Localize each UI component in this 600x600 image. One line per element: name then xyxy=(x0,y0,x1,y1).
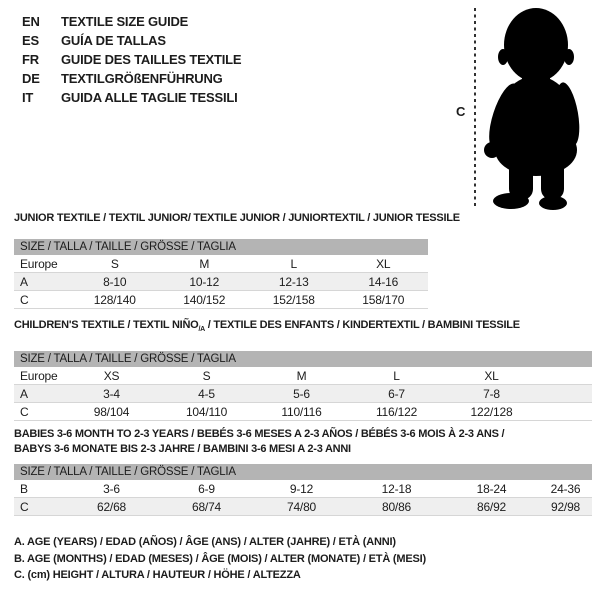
row-label: A xyxy=(14,385,64,403)
junior-title: JUNIOR TEXTILE / TEXTIL JUNIOR/ TEXTILE JUNIOR / JUNIORTEXTIL / JUNIOR TESSILE xyxy=(14,212,460,224)
lang-code-de: DE xyxy=(22,71,40,86)
lang-code-en: EN xyxy=(22,14,40,29)
row-label: B xyxy=(14,480,64,498)
cell: S xyxy=(159,367,254,385)
cell: 128/140 xyxy=(70,291,160,309)
cell: M xyxy=(254,367,349,385)
table-row xyxy=(14,480,592,498)
lang-label-es: GUÍA DE TALLAS xyxy=(61,33,166,48)
lang-label-de: TEXTILGRÖßENFÜHRUNG xyxy=(61,71,223,86)
junior-size-header: SIZE / TALLA / TAILLE / GRÖSSE / TAGLIA xyxy=(14,239,428,255)
legend-line-a: A. AGE (YEARS) / EDAD (AÑOS) / ÂGE (ANS) / ALTER (JAHRE) / ETÀ (ANNI) xyxy=(14,536,396,548)
cell: 18-24 xyxy=(444,480,539,498)
children-title-sub: /A xyxy=(198,326,205,334)
cell: 4-5 xyxy=(159,385,254,403)
row-label: A xyxy=(14,273,70,291)
cell: 158/170 xyxy=(339,291,429,309)
cell: 7-8 xyxy=(444,385,539,403)
cell: 3-6 xyxy=(64,480,159,498)
cell: 10-12 xyxy=(160,273,250,291)
table-row xyxy=(14,403,592,421)
children-section xyxy=(14,318,592,421)
height-c-label: C xyxy=(456,104,466,119)
language-list xyxy=(22,12,241,107)
children-size-table xyxy=(14,351,592,421)
cell: 8-10 xyxy=(70,273,160,291)
cell: 86/92 xyxy=(444,498,539,516)
cell: 24-36 xyxy=(539,480,592,498)
table-row xyxy=(14,385,592,403)
junior-section xyxy=(14,211,460,309)
table-row xyxy=(14,255,428,273)
children-size-header: SIZE / TALLA / TAILLE / GRÖSSE / TAGLIA xyxy=(14,351,592,367)
babies-section xyxy=(14,427,592,516)
spacer-cell xyxy=(539,367,592,385)
row-label: C xyxy=(14,291,70,309)
row-label: Europe xyxy=(14,255,70,273)
lang-label-fr: GUIDE DES TAILLES TEXTILE xyxy=(61,52,242,67)
children-title-post: / TEXTILE DES ENFANTS / KINDERTEXTIL / BAMBINI TESSILE xyxy=(204,319,520,331)
babies-size-table xyxy=(14,464,592,516)
lang-row-de xyxy=(22,69,241,88)
cell: L xyxy=(249,255,339,273)
cell: M xyxy=(160,255,250,273)
lang-row-en xyxy=(22,12,241,31)
table-row xyxy=(14,291,428,309)
lang-row-es xyxy=(22,31,241,50)
spacer-cell xyxy=(539,385,592,403)
cell: XL xyxy=(444,367,539,385)
legend-line-c: C. (cm) HEIGHT / ALTURA / HAUTEUR / HÖHE / ALTEZZA xyxy=(14,569,301,581)
junior-size-table xyxy=(14,239,428,309)
cell: 12-18 xyxy=(349,480,444,498)
cell: 5-6 xyxy=(254,385,349,403)
babies-title-line2: BABYS 3-6 MONATE BIS 2-3 JAHRE / BAMBINI 3-6 MESI A 2-3 ANNI xyxy=(14,443,351,455)
babies-size-header: SIZE / TALLA / TAILLE / GRÖSSE / TAGLIA xyxy=(14,464,592,480)
cell: 110/116 xyxy=(254,403,349,421)
cell: L xyxy=(349,367,444,385)
cell: 92/98 xyxy=(539,498,592,516)
cell: XS xyxy=(64,367,159,385)
row-label: C xyxy=(14,498,64,516)
cell: 74/80 xyxy=(254,498,349,516)
cell: 116/122 xyxy=(349,403,444,421)
cell: 140/152 xyxy=(160,291,250,309)
table-row xyxy=(14,273,428,291)
lang-code-it: IT xyxy=(22,90,34,105)
cell: XL xyxy=(339,255,429,273)
cell: 12-13 xyxy=(249,273,339,291)
row-label: C xyxy=(14,403,64,421)
table-row xyxy=(14,367,592,385)
lang-code-es: ES xyxy=(22,33,39,48)
legend xyxy=(14,534,426,584)
spacer-cell xyxy=(539,403,592,421)
toddler-silhouette-icon xyxy=(479,4,594,212)
cell: 104/110 xyxy=(159,403,254,421)
cell: 6-7 xyxy=(349,385,444,403)
cell: 62/68 xyxy=(64,498,159,516)
children-title xyxy=(14,318,592,337)
cell: 6-9 xyxy=(159,480,254,498)
legend-line-b: B. AGE (MONTHS) / EDAD (MESES) / ÂGE (MOIS) / ALTER (MONATE) / ETÀ (MESI) xyxy=(14,552,426,565)
cell: 3-4 xyxy=(64,385,159,403)
cell: S xyxy=(70,255,160,273)
cell: 98/104 xyxy=(64,403,159,421)
lang-label-en: TEXTILE SIZE GUIDE xyxy=(61,14,189,29)
table-row xyxy=(14,498,592,516)
cell: 68/74 xyxy=(159,498,254,516)
babies-title-line1: BABIES 3-6 MONTH TO 2-3 YEARS / BEBÉS 3-6 MESES A 2-3 AÑOS / BÉBÉS 3-6 MOIS À 2-3 ANS / xyxy=(14,428,505,440)
cell: 80/86 xyxy=(349,498,444,516)
lang-row-it xyxy=(22,88,241,107)
height-measure-dashed-line xyxy=(473,8,477,206)
lang-row-fr xyxy=(22,50,241,69)
children-title-pre: CHILDREN'S TEXTILE / TEXTIL NIÑO xyxy=(14,319,199,331)
cell: 14-16 xyxy=(339,273,429,291)
cell: 9-12 xyxy=(254,480,349,498)
cell: 122/128 xyxy=(444,403,539,421)
row-label: Europe xyxy=(14,367,64,385)
lang-code-fr: FR xyxy=(22,52,39,67)
cell: 152/158 xyxy=(249,291,339,309)
lang-label-it: GUIDA ALLE TAGLIE TESSILI xyxy=(61,90,238,105)
